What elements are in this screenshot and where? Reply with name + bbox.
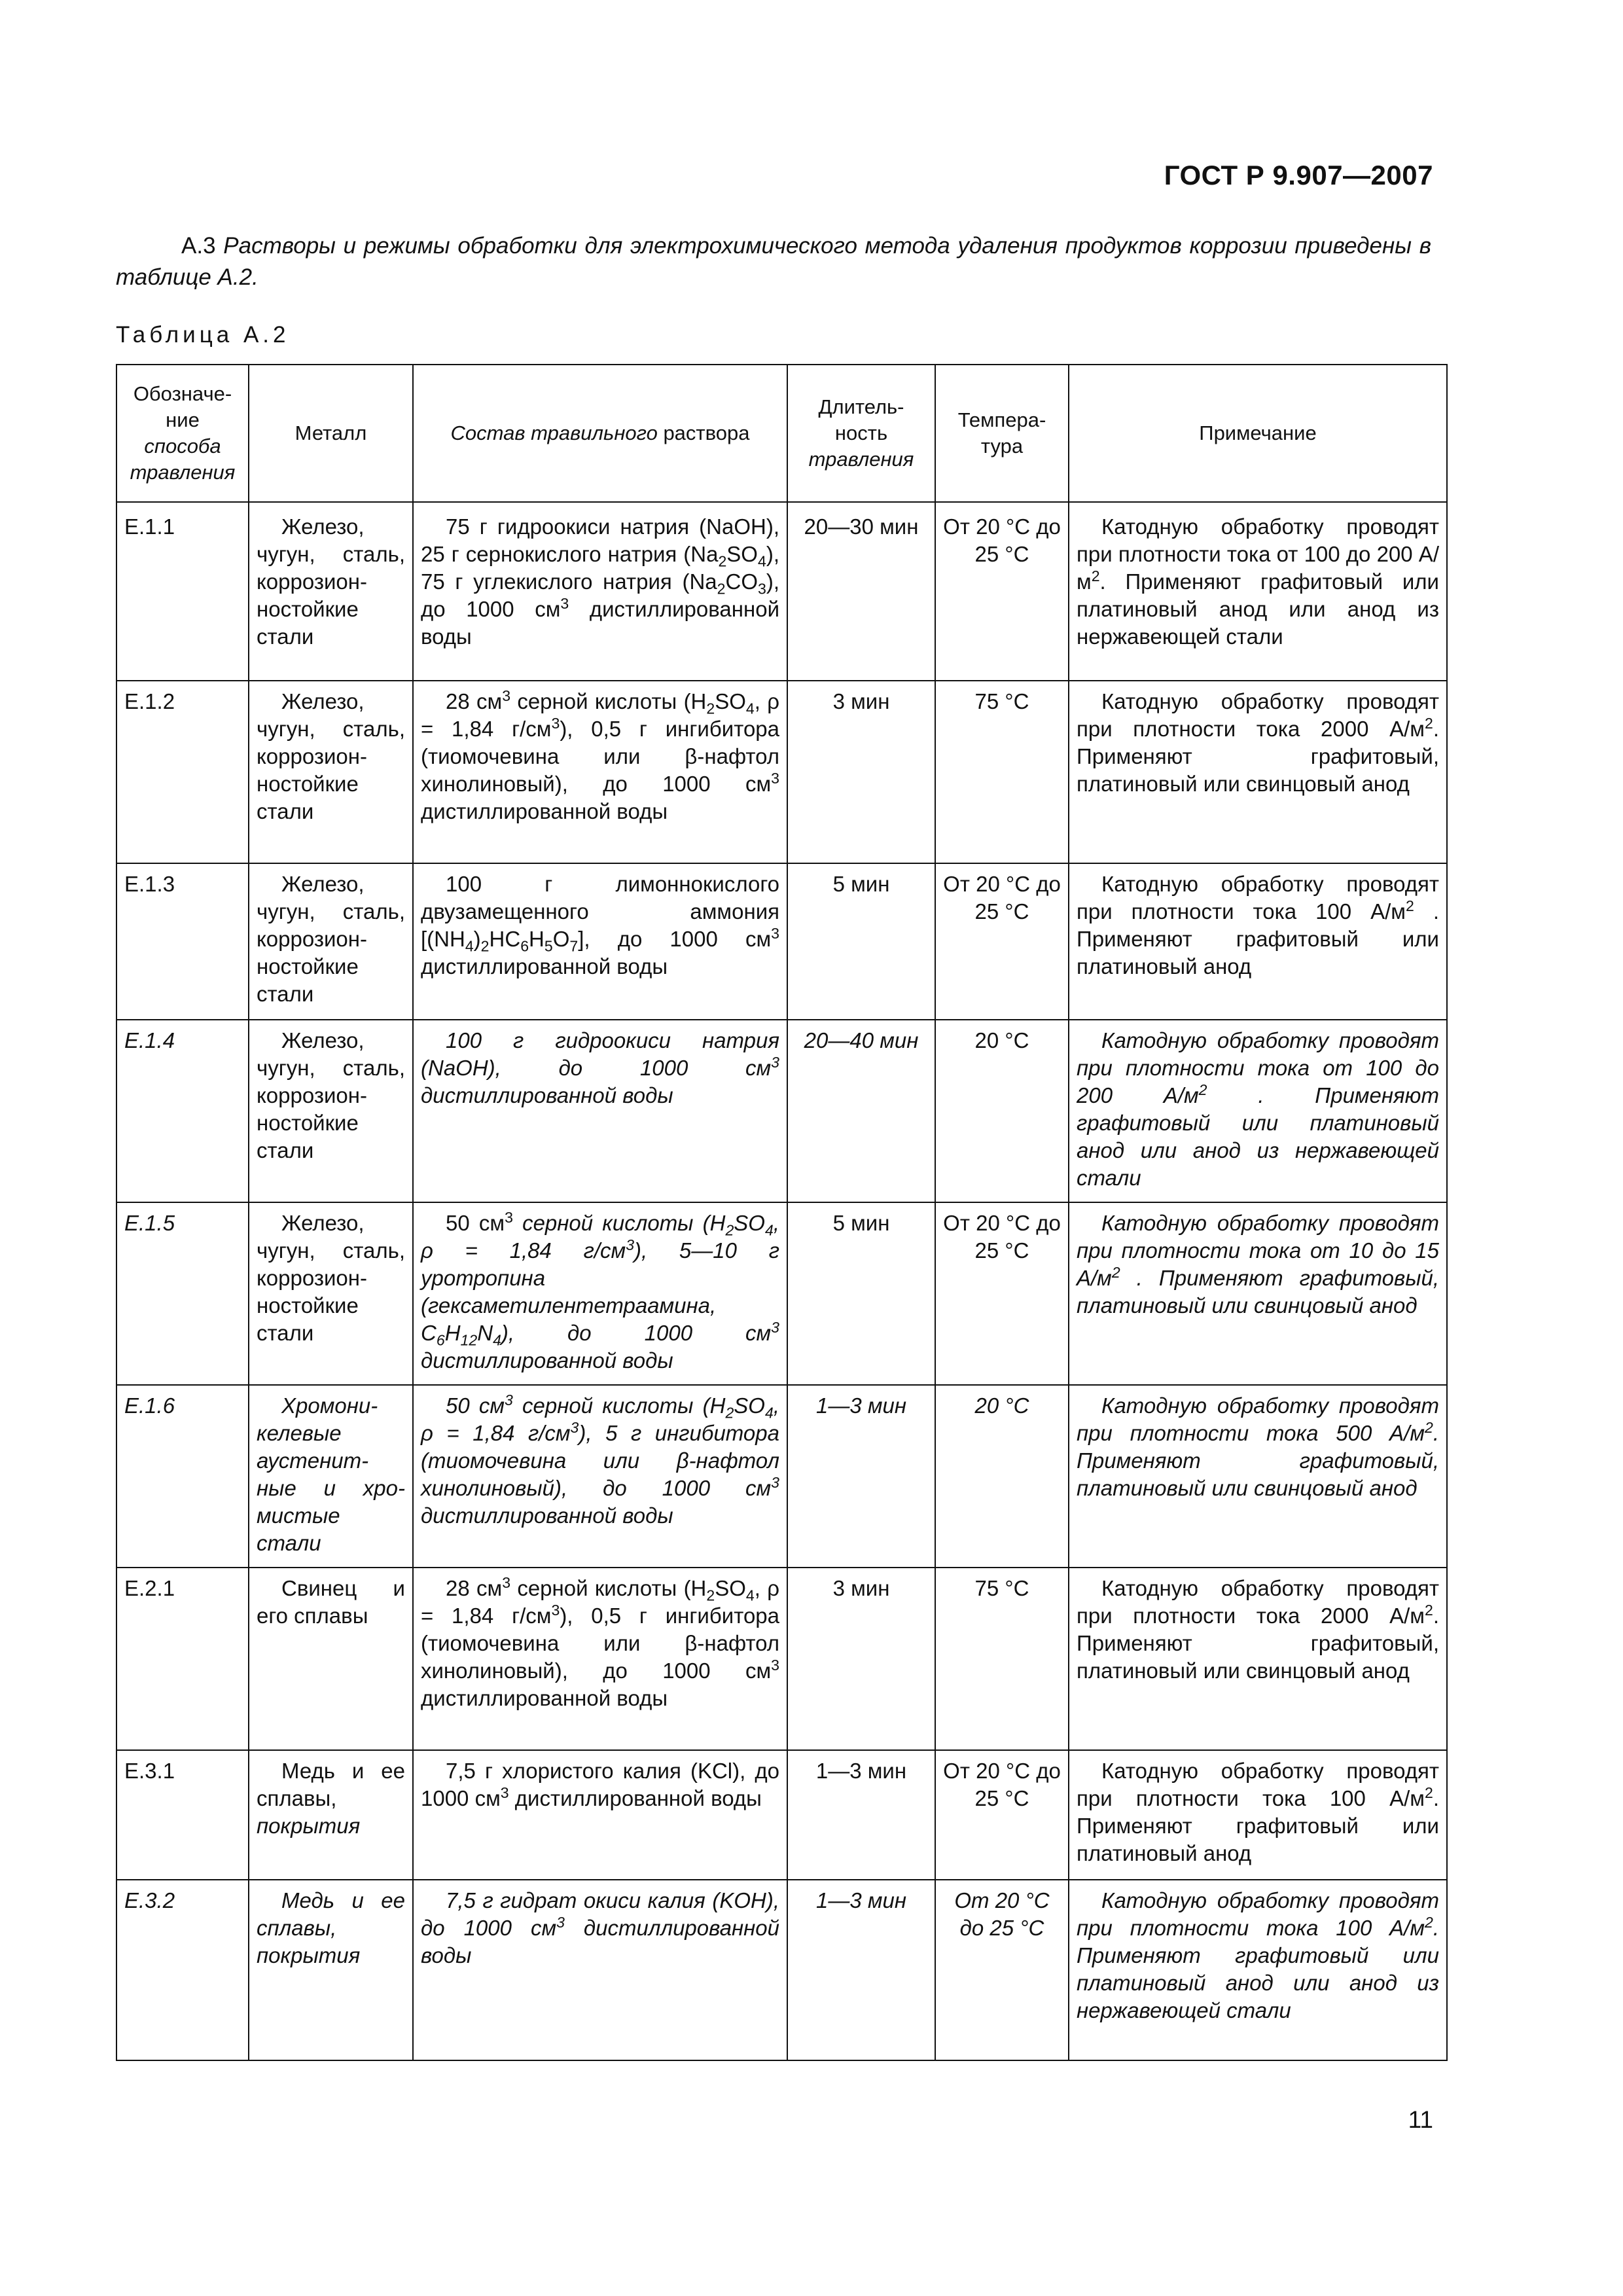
cell-temperature: От 20 °С до 25 °С <box>935 863 1069 1020</box>
cell-metal: Железо, чугун, сталь, коррозион-ностойкие стали <box>249 863 413 1020</box>
intro-number: А.3 <box>181 233 216 259</box>
cell-code: Е.1.6 <box>116 1385 249 1568</box>
header-temperature: Темпера- тура <box>935 365 1069 502</box>
cell-temperature: От 20 °С до 25 °С <box>935 1880 1069 2060</box>
cell-metal: Железо, чугун, сталь, коррозион-ностойкие стали <box>249 1020 413 1202</box>
header-code: Обозначе- ние способа травления <box>116 365 249 502</box>
cell-code: Е.1.4 <box>116 1020 249 1202</box>
table-row <box>116 1750 1447 1880</box>
cell-duration: 3 мин <box>787 681 935 863</box>
intro-text: Растворы и режимы обработки для электрохимического метода удаления продуктов коррозии приведены в таблице А.2. <box>116 233 1431 290</box>
cell-note: Катодную обработку проводят при плотности тока от 100 до 200 $А/м^2$. Применяют графитовый или платиновый анод или анод из нержавеющей стали <box>1069 502 1447 681</box>
cell-code: Е.1.3 <box>116 863 249 1020</box>
cell-composition: 100 г лимоннокислого двузамещенного аммония $[(NH_4)_2HC_6H_5O_7]$, до 1000 $см^3$ дистиллированной воды <box>413 863 787 1020</box>
cell-duration: 1—3 мин <box>787 1750 935 1880</box>
table-row <box>116 502 1447 681</box>
cell-note: Катодную обработку проводят при плотности тока 100 $А/м^2$ . Применяют графитовый или платиновый анод <box>1069 863 1447 1020</box>
cell-code: Е.1.1 <box>116 502 249 681</box>
cell-duration: 5 мин <box>787 1202 935 1385</box>
table-row <box>116 1385 1447 1568</box>
cell-code: Е.1.5 <box>116 1202 249 1385</box>
cell-metal: Медь и ее сплавы, покрытия <box>249 1880 413 2060</box>
cell-metal: Хромони-келевые аустенит-ные и хро-мистые стали <box>249 1385 413 1568</box>
intro-paragraph <box>116 230 1431 293</box>
cell-metal: Железо, чугун, сталь, коррозион-ностойкие стали <box>249 1202 413 1385</box>
etching-table <box>116 364 1448 2061</box>
cell-note: Катодную обработку проводят при плотности тока 500 $А/м^2$. Применяют графитовый, платиновый или свинцовый анод <box>1069 1385 1447 1568</box>
cell-code: Е.3.1 <box>116 1750 249 1880</box>
cell-composition: 28 $см^3$ серной кислоты ($H_2SO_4$, ρ = 1,84 $г/см^3$), 0,5 г ингибитора (тиомочевина или β-нафтол хинолиновый), до 1000 $см^3$ дистиллированной воды <box>413 681 787 863</box>
table-caption: Таблица А.2 <box>116 322 290 348</box>
cell-note: Катодную обработку проводят при плотности тока от 10 до 15 $А/м^2$ . Применяют графитовый, платиновый или свинцовый анод <box>1069 1202 1447 1385</box>
header-duration: Длитель- ность травления <box>787 365 935 502</box>
cell-temperature: От 20 °С до 25 °С <box>935 502 1069 681</box>
header-composition: Состав травильного раствора <box>413 365 787 502</box>
cell-temperature: 20 °С <box>935 1385 1069 1568</box>
table-row <box>116 681 1447 863</box>
cell-temperature: 75 °С <box>935 1568 1069 1750</box>
cell-composition: 75 г гидроокиси натрия (NaOH), 25 г сернокислого натрия $(Na_2SO_4)$, 75 г углекислого натрия $(Na_2CO_3)$, до 1000 $см^3$ дистиллированной воды <box>413 502 787 681</box>
cell-metal: Свинец и его сплавы <box>249 1568 413 1750</box>
cell-note: Катодную обработку проводят при плотности тока от 100 до 200 $А/м^2$ . Применяют графитовый или платиновый анод или анод из нержавеющей стали <box>1069 1020 1447 1202</box>
cell-composition: 7,5 г хлористого калия (KCl), до 1000 $см^3$ дистиллированной воды <box>413 1750 787 1880</box>
cell-duration: 20—30 мин <box>787 502 935 681</box>
cell-note: Катодную обработку проводят при плотности тока 100 $А/м^2$. Применяют графитовый или платиновый анод <box>1069 1750 1447 1880</box>
cell-temperature: От 20 °С до 25 °С <box>935 1202 1069 1385</box>
cell-temperature: 20 °С <box>935 1020 1069 1202</box>
cell-temperature: 75 °С <box>935 681 1069 863</box>
cell-duration: 3 мин <box>787 1568 935 1750</box>
cell-metal: Медь и ее сплавы, покрытия <box>249 1750 413 1880</box>
cell-code: Е.1.2 <box>116 681 249 863</box>
table-row <box>116 1880 1447 2060</box>
cell-duration: 1—3 мин <box>787 1880 935 2060</box>
cell-note: Катодную обработку проводят при плотности тока 2000 $А/м^2$. Применяют графитовый, платиновый или свинцовый анод <box>1069 681 1447 863</box>
cell-note: Катодную обработку проводят при плотности тока 2000 $А/м^2$. Применяют графитовый, платиновый или свинцовый анод <box>1069 1568 1447 1750</box>
cell-composition: 50 $см^3$ серной кислоты ($H_2SO_4$, ρ = 1,84 $г/см^3$), 5—10 г уротропина (гексаметилентетраамина, $C_6H_{12}N_4$), до 1000 $см^3$ дистиллированной воды <box>413 1202 787 1385</box>
table-row <box>116 863 1447 1020</box>
cell-metal: Железо, чугун, сталь, коррозион-ностойкие стали <box>249 502 413 681</box>
cell-composition: 28 $см^3$ серной кислоты ($H_2SO_4$, ρ = 1,84 $г/см^3$), 0,5 г ингибитора (тиомочевина или β-нафтол хинолиновый), до 1000 $см^3$ дистиллированной воды <box>413 1568 787 1750</box>
cell-composition: 100 г гидроокиси натрия (NaOH), до 1000 $см^3$ дистиллированной воды <box>413 1020 787 1202</box>
standard-designation: ГОСТ Р 9.907—2007 <box>1164 160 1433 190</box>
cell-duration: 5 мин <box>787 863 935 1020</box>
header-note: Примечание <box>1069 365 1447 502</box>
cell-composition: 7,5 г гидрат окиси калия (KOH), до 1000 $см^3$ дистиллированной воды <box>413 1880 787 2060</box>
table-row <box>116 1202 1447 1385</box>
cell-code: Е.2.1 <box>116 1568 249 1750</box>
cell-composition: 50 $см^3$ серной кислоты ($H_2SO_4$, ρ = 1,84 $г/см^3$), 5 г ингибитора (тиомочевина или β-нафтол хинолиновый), до 1000 $см^3$ дистиллированной воды <box>413 1385 787 1568</box>
table-header-row <box>116 365 1447 502</box>
page-number: 11 <box>1408 2106 1433 2133</box>
cell-temperature: От 20 °С до 25 °С <box>935 1750 1069 1880</box>
header-metal: Металл <box>249 365 413 502</box>
cell-duration: 1—3 мин <box>787 1385 935 1568</box>
cell-code: Е.3.2 <box>116 1880 249 2060</box>
cell-metal: Железо, чугун, сталь, коррозион-ностойкие стали <box>249 681 413 863</box>
cell-duration: 20—40 мин <box>787 1020 935 1202</box>
cell-note: Катодную обработку проводят при плотности тока 100 $А/м^2$. Применяют графитовый или платиновый анод или анод из нержавеющей стали <box>1069 1880 1447 2060</box>
table-row <box>116 1568 1447 1750</box>
table-row <box>116 1020 1447 1202</box>
